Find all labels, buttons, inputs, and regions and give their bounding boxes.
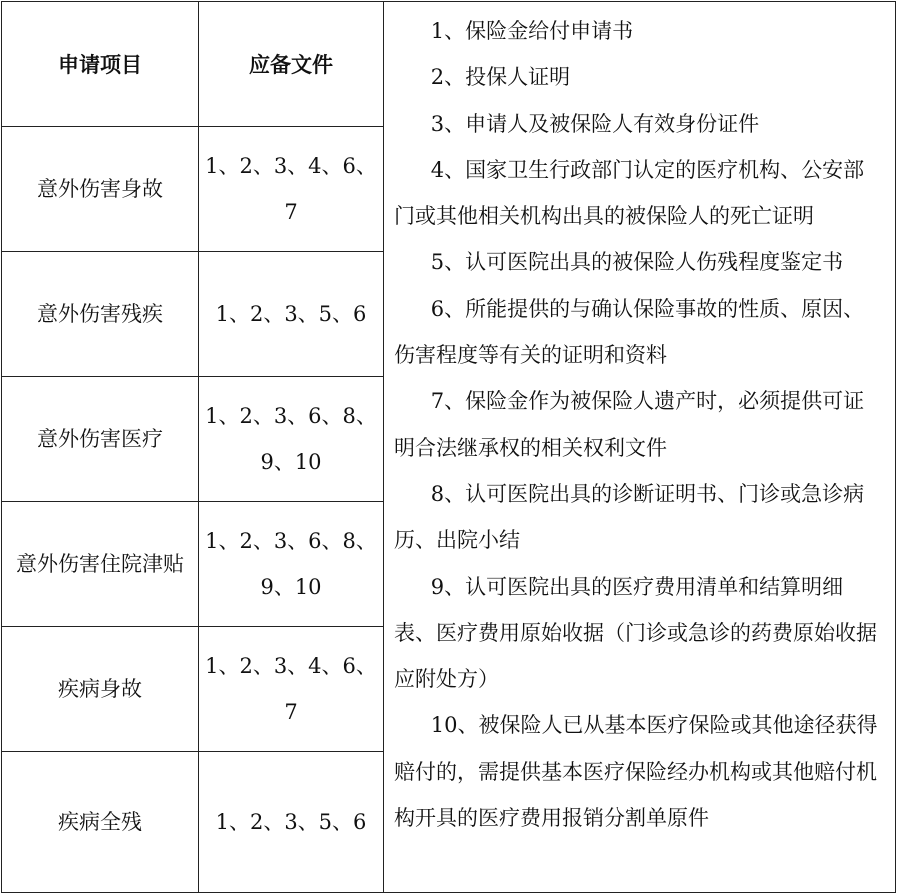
row-files: 1、2、3、4、6、7	[199, 127, 384, 252]
header-files: 应备文件	[199, 2, 384, 127]
document-item-9: 9、认可医院出具的医疗费用清单和结算明细表、医疗费用原始收据（门诊或急诊的药费原始收据应附处方）	[394, 574, 877, 692]
row-files: 1、2、3、4、6、7	[199, 627, 384, 752]
table-header-row	[2, 2, 896, 127]
document-item-4: 4、国家卫生行政部门认定的医疗机构、公安部门或其他相关机构出具的被保险人的死亡证明	[394, 157, 865, 229]
row-files: 1、2、3、5、6	[199, 752, 384, 893]
document-item-2: 2、投保人证明	[430, 65, 571, 90]
document-item-10: 10、被保险人已从基本医疗保险或其他途径获得赔付的，需提供基本医疗保险经办机构或其他赔付机构开具的医疗费用报销分割单原件	[394, 713, 878, 831]
row-item: 疾病全残	[2, 752, 199, 893]
document-item-5: 5、认可医院出具的被保险人伤残程度鉴定书	[430, 250, 844, 275]
row-files: 1、2、3、6、8、9、10	[199, 377, 384, 502]
documents-list	[384, 2, 896, 893]
document-item-1: 1、保险金给付申请书	[430, 19, 634, 43]
row-item: 意外伤害住院津贴	[2, 502, 199, 627]
document-item-7: 7、保险金作为被保险人遗产时，必须提供可证明合法继承权的相关权利文件	[394, 389, 865, 460]
row-files: 1、2、3、6、8、9、10	[199, 502, 384, 627]
row-item: 意外伤害医疗	[2, 377, 199, 502]
row-item: 疾病身故	[2, 627, 199, 752]
claim-documents-table	[1, 1, 896, 893]
row-item: 意外伤害身故	[2, 127, 199, 252]
document-item-6: 6、所能提供的与确认保险事故的性质、原因、伤害程度等有关的证明和资料	[394, 296, 865, 368]
row-item: 意外伤害残疾	[2, 252, 199, 377]
document-item-3: 3、申请人及被保险人有效身份证件	[430, 111, 760, 136]
row-files: 1、2、3、5、6	[199, 252, 384, 377]
header-item: 申请项目	[2, 2, 199, 127]
document-item-8: 8、认可医院出具的诊断证明书、门诊或急诊病历、出院小结	[394, 481, 865, 553]
